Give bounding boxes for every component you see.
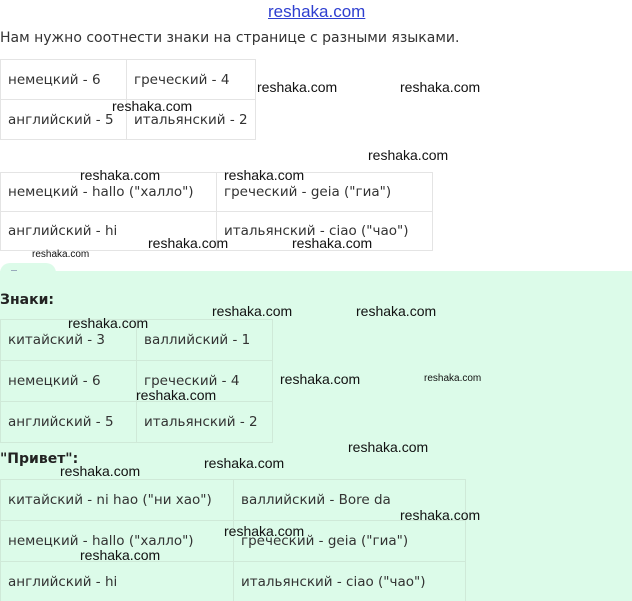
table-cell: китайский - 3 bbox=[1, 320, 137, 361]
watermark: reshaka.com bbox=[112, 98, 193, 114]
watermark: reshaka.com bbox=[424, 373, 482, 384]
table-cell: итальянский - ciao ("чао") bbox=[234, 562, 466, 601]
hello-title: "Привет": bbox=[0, 451, 79, 467]
watermark: reshaka.com bbox=[348, 439, 429, 455]
hello-table bbox=[0, 479, 466, 601]
table-cell: итальянский - 2 bbox=[127, 100, 256, 140]
watermark: reshaka.com bbox=[356, 303, 437, 319]
table-row bbox=[1, 562, 466, 601]
watermark: reshaka.com bbox=[224, 523, 305, 539]
table-cell: итальянский - 2 bbox=[137, 402, 273, 443]
table-row bbox=[1, 402, 273, 443]
table-row bbox=[1, 173, 433, 212]
table-cell: валлийский - Bore da bbox=[234, 480, 466, 521]
table-cell: немецкий - 6 bbox=[1, 60, 127, 100]
signs-table bbox=[0, 319, 273, 443]
watermark: reshaka.com bbox=[148, 235, 229, 251]
table-cell: английский - 5 bbox=[1, 100, 127, 140]
table-row bbox=[1, 480, 466, 521]
watermark: reshaka.com bbox=[368, 147, 449, 163]
watermark: reshaka.com bbox=[80, 547, 161, 563]
watermark: reshaka.com bbox=[212, 303, 293, 319]
table-cell: валлийский - 1 bbox=[137, 320, 273, 361]
signs-title: Знаки: bbox=[0, 292, 54, 308]
watermark: reshaka.com bbox=[80, 167, 161, 183]
table-cell: итальянский - ciao ("чао") bbox=[217, 212, 433, 251]
table-cell: греческий - geia ("гиа") bbox=[217, 173, 433, 212]
watermark: reshaka.com bbox=[32, 249, 90, 260]
watermark: reshaka.com bbox=[257, 79, 338, 95]
table-cell: греческий - geia ("гиа") bbox=[234, 521, 466, 562]
table-cell: китайский - ni hao ("ни хао") bbox=[1, 480, 234, 521]
site-watermark-link[interactable]: reshaka.com bbox=[268, 2, 366, 21]
watermark: reshaka.com bbox=[400, 79, 481, 95]
watermark: reshaka.com bbox=[280, 371, 361, 387]
table-cell: немецкий - hallo ("халло") bbox=[1, 173, 217, 212]
table-cell: английский - hi bbox=[1, 562, 234, 601]
table-cell: английский - hi bbox=[1, 212, 217, 251]
table-cell: греческий - 4 bbox=[127, 60, 256, 100]
watermark: reshaka.com bbox=[400, 507, 481, 523]
watermark: reshaka.com bbox=[204, 455, 285, 471]
intro-text: Нам нужно соотнести знаки на странице с разными языками. bbox=[0, 30, 460, 46]
watermark: reshaka.com bbox=[136, 387, 217, 403]
table-cell: английский - 5 bbox=[1, 402, 137, 443]
table-cell: немецкий - 6 bbox=[1, 361, 137, 402]
watermark: reshaka.com bbox=[60, 463, 141, 479]
watermark: reshaka.com bbox=[68, 315, 149, 331]
table-cell: немецкий - hallo ("халло") bbox=[1, 521, 234, 562]
watermark: reshaka.com bbox=[224, 167, 305, 183]
table-row bbox=[1, 60, 256, 100]
table-cell: греческий - 4 bbox=[137, 361, 273, 402]
watermark: reshaka.com bbox=[292, 235, 373, 251]
